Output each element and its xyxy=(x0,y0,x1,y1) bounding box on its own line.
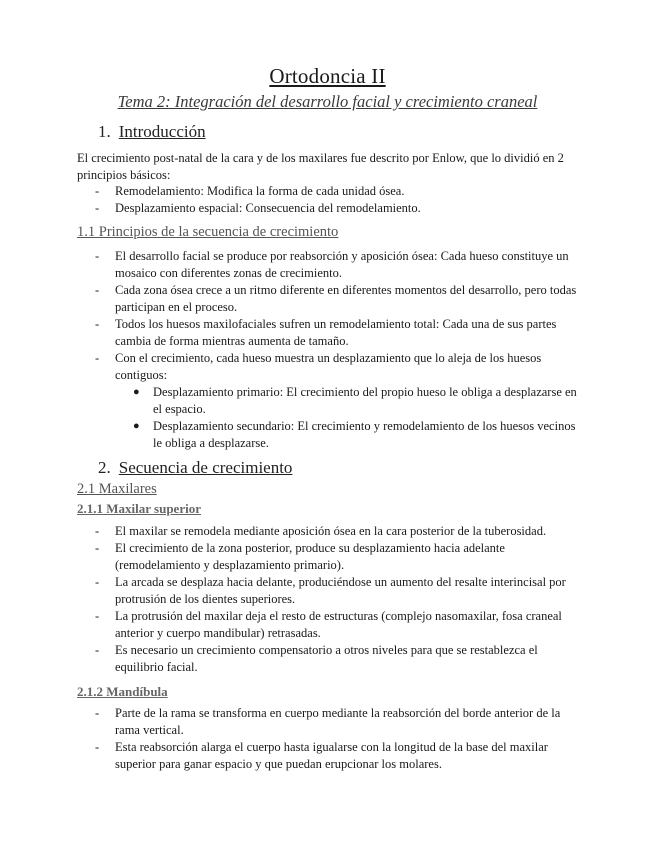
document-title: Ortodoncia II xyxy=(269,64,386,88)
heading-text: Introducción xyxy=(118,122,206,141)
dash-marker: - xyxy=(95,706,100,720)
list-item-text: Remodelamiento: Modifica la forma de cada unidad ósea. xyxy=(115,184,405,198)
list-item xyxy=(77,574,587,608)
dash-marker: - xyxy=(95,609,100,623)
sublist xyxy=(115,384,587,452)
list-item-text: Parte de la rama se transforma en cuerpo mediante la reabsorción del borde anterior de la rama vertical. xyxy=(115,706,561,737)
mandibula-list xyxy=(77,705,587,773)
list-item-text: La arcada se desplaza hacia delante, produciéndose un aumento del resalte interincisal por protrusión de los dientes superiores. xyxy=(115,575,566,606)
dash-marker: - xyxy=(95,249,100,263)
sublist-item-text: Desplazamiento secundario: El crecimiento y remodelamiento de los huesos vecinos le obliga a desplazarse. xyxy=(153,419,576,450)
list-item-text: Es necesario un crecimiento compensatorio a otros niveles para que se restablezca el equilibrio facial. xyxy=(115,643,538,674)
list-item-text: Con el crecimiento, cada hueso muestra un desplazamiento que lo aleja de los huesos contiguos: xyxy=(115,351,542,382)
list-item xyxy=(77,540,587,574)
list-item-text: La protrusión del maxilar deja el resto de estructuras (complejo nasomaxilar, fosa craneal anterior y cuerpo mandibular) retrasadas. xyxy=(115,609,562,640)
dash-marker: - xyxy=(95,201,100,215)
bullet-marker: ● xyxy=(133,386,140,398)
principios-list xyxy=(77,248,587,452)
sublist-item-text: Desplazamiento primario: El crecimiento del propio hueso le obliga a desplazarse en el espacio. xyxy=(153,385,577,416)
list-item-text: Cada zona ósea crece a un ritmo diferente en diferentes momentos del desarrollo, pero todas participan en el proceso. xyxy=(115,283,577,314)
list-item xyxy=(77,642,587,676)
list-item xyxy=(77,739,587,773)
list-item xyxy=(77,316,587,350)
sublist-item xyxy=(115,418,587,452)
list-item xyxy=(77,248,587,282)
list-item xyxy=(77,523,587,540)
list-item xyxy=(77,608,587,642)
dash-marker: - xyxy=(95,184,100,198)
list-item xyxy=(77,200,587,217)
heading-mandibula: 2.1.2 Mandíbula xyxy=(77,684,168,699)
list-item-text: El maxilar se remodela mediante aposición ósea en la cara posterior de la tuberosidad. xyxy=(115,524,547,538)
list-item-text: El desarrollo facial se produce por reabsorción y aposición ósea: Cada hueso constituye un mosaico con diferentes zonas de crecimiento. xyxy=(115,249,569,280)
sublist-item xyxy=(115,384,587,418)
list-item xyxy=(77,350,587,452)
document-subtitle: Tema 2: Integración del desarrollo facial y crecimiento craneal xyxy=(117,92,538,111)
dash-marker: - xyxy=(95,740,100,754)
dash-marker: - xyxy=(95,575,100,589)
heading-text: Secuencia de crecimiento xyxy=(118,458,293,477)
list-item xyxy=(77,705,587,739)
intro-list xyxy=(77,183,587,217)
heading-secuencia xyxy=(98,458,292,478)
heading-maxilar-superior: 2.1.1 Maxilar superior xyxy=(77,501,201,516)
bullet-marker: ● xyxy=(133,420,140,432)
list-item-text: Todos los huesos maxilofaciales sufren un remodelamiento total: Cada una de sus partes cambia de forma mientras aumenta de tamaño. xyxy=(115,317,557,348)
dash-marker: - xyxy=(95,524,100,538)
dash-marker: - xyxy=(95,541,100,555)
heading-number: 1. xyxy=(98,122,111,141)
list-item-text: Esta reabsorción alarga el cuerpo hasta igualarse con la longitud de la base del maxilar superior para ganar espacio y que puedan erupcionar los molares. xyxy=(115,740,548,771)
dash-marker: - xyxy=(95,643,100,657)
list-item xyxy=(77,282,587,316)
dash-marker: - xyxy=(95,283,100,297)
heading-maxilares: 2.1 Maxilares xyxy=(77,481,157,497)
dash-marker: - xyxy=(95,317,100,331)
maxilar-superior-list xyxy=(77,523,587,676)
list-item xyxy=(77,183,587,200)
heading-principios: 1.1 Principios de la secuencia de crecimiento xyxy=(77,224,339,240)
heading-introduccion xyxy=(98,122,206,142)
list-item-text: Desplazamiento espacial: Consecuencia del remodelamiento. xyxy=(115,201,421,215)
list-item-text: El crecimiento de la zona posterior, produce su desplazamiento hacia adelante (remodelamiento y desplazamiento primario). xyxy=(115,541,505,572)
dash-marker: - xyxy=(95,351,100,365)
intro-paragraph: El crecimiento post-natal de la cara y de los maxilares fue descrito por Enlow, que lo dividió en 2 principios básicos: xyxy=(77,151,564,182)
heading-number: 2. xyxy=(98,458,111,477)
